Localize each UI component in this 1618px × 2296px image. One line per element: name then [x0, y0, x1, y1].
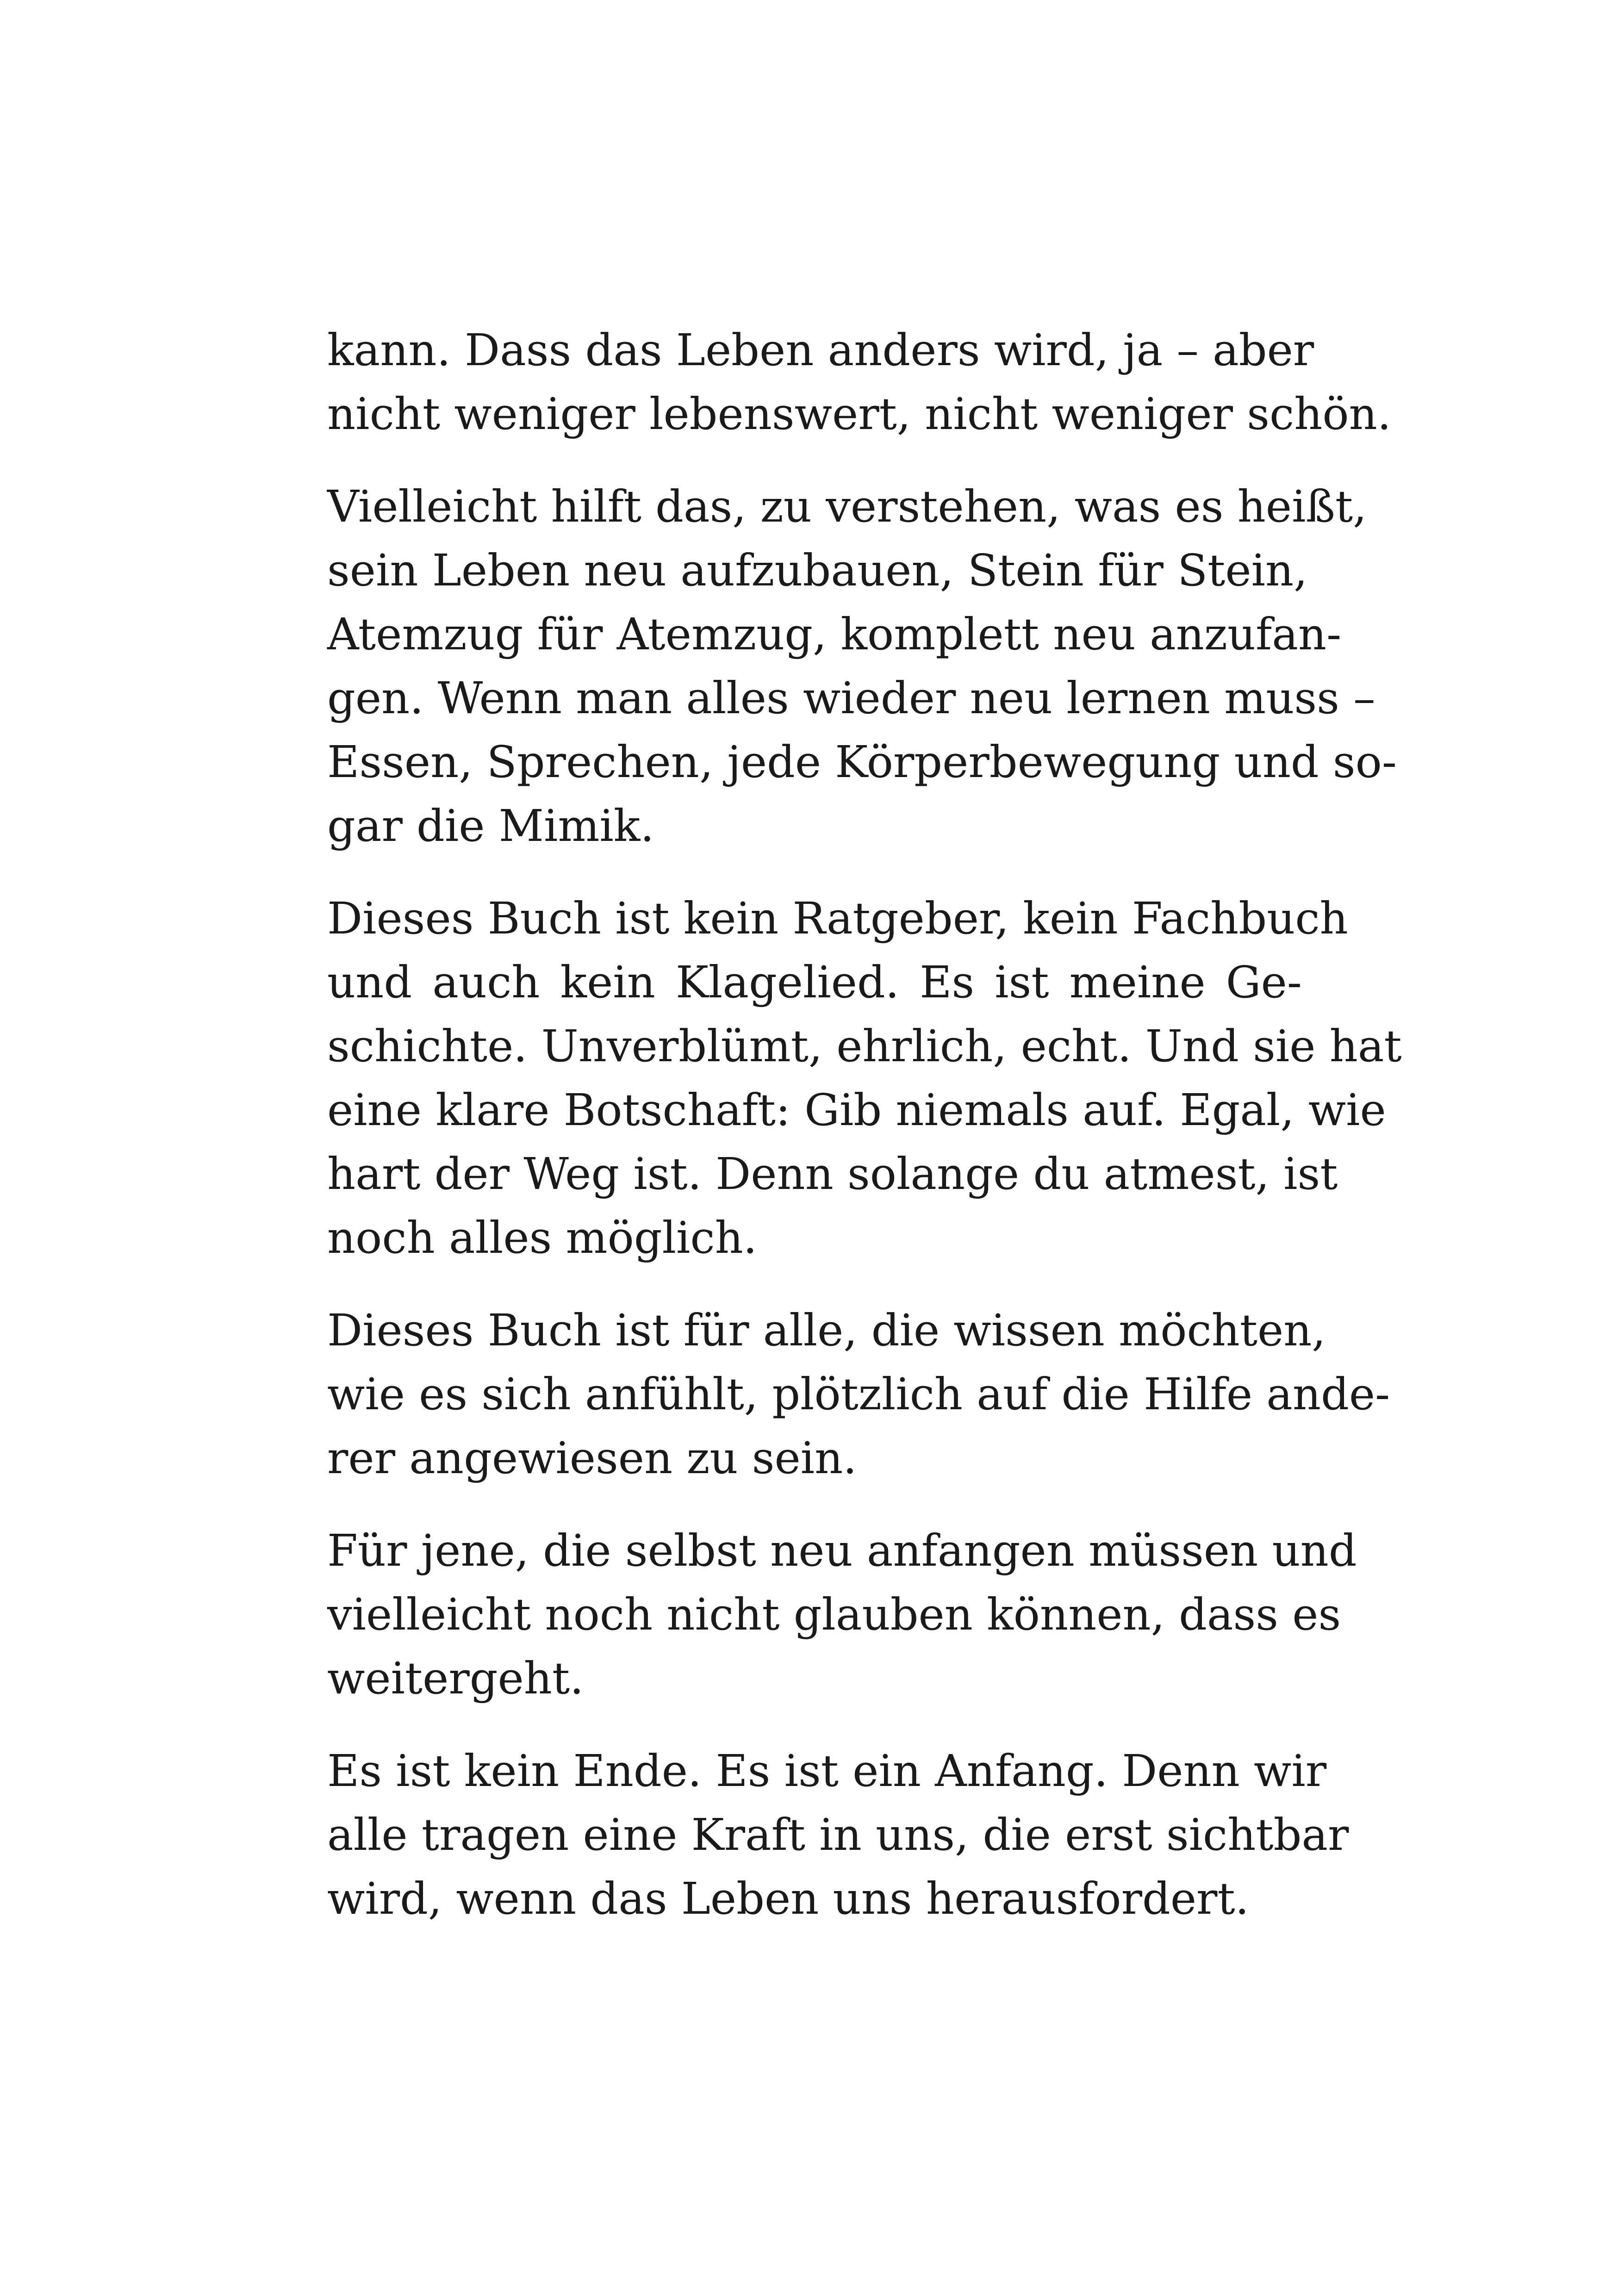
paragraph-spacer: [327, 1711, 1302, 1739]
body-text: [327, 318, 1402, 1931]
text-line: gen. Wenn man alles wieder neu lernen muss –: [327, 673, 1375, 724]
text-line: vielleicht noch nicht glauben können, dass es: [327, 1589, 1341, 1640]
text-line: Essen, Sprechen, jede Körperbewegung und so-: [327, 737, 1397, 788]
text-line: kann. Dass das Leben anders wird, ja – aber: [327, 325, 1314, 376]
paragraph-spacer: [327, 1490, 1302, 1519]
text-line: Für jene, die selbst neu anfangen müssen und: [327, 1525, 1357, 1576]
text-line: und auch kein Klagelied. Es ist meine Ge-: [327, 957, 1302, 1008]
text-line: wird, wenn das Leben uns herausfordert.: [327, 1873, 1249, 1924]
text-line: eine klare Botschaft: Gib niemals auf. Egal, wie: [327, 1085, 1386, 1136]
text-line: wie es sich anfühlt, plötzlich auf die Hilfe ande-: [327, 1369, 1390, 1420]
text-line: hart der Weg ist. Denn solange du atmest, ist: [327, 1149, 1338, 1200]
text-line: Vielleicht hilft das, zu verstehen, was es heißt,: [327, 481, 1367, 532]
text-line: Dieses Buch ist kein Ratgeber, kein Fachbuch: [327, 893, 1348, 944]
text-line: gar die Mimik.: [327, 801, 654, 852]
paragraph-6: [327, 1739, 1349, 1931]
paragraph-4: [327, 1299, 1390, 1490]
text-line: rer angewiesen zu sein.: [327, 1433, 857, 1484]
paragraph-spacer: [327, 446, 1302, 475]
text-line: Atemzug für Atemzug, komplett neu anzufan-: [327, 609, 1342, 660]
paragraph-3: [327, 887, 1402, 1270]
paragraph-5: [327, 1519, 1357, 1711]
text-line: alle tragen eine Kraft in uns, die erst sichtbar: [327, 1810, 1349, 1860]
text-line: nicht weniger lebenswert, nicht weniger schön.: [327, 389, 1391, 440]
paragraph-2: [327, 475, 1397, 858]
text-line: Dieses Buch ist für alle, die wissen möchten,: [327, 1305, 1326, 1356]
text-line: noch alles möglich.: [327, 1213, 757, 1263]
paragraph-spacer: [327, 1270, 1302, 1299]
text-line: schichte. Unverblümt, ehrlich, echt. Und sie hat: [327, 1021, 1402, 1072]
text-line: Es ist kein Ende. Es ist ein Anfang. Denn wir: [327, 1746, 1327, 1797]
text-line: weitergeht.: [327, 1653, 584, 1704]
paragraph-1: [327, 318, 1391, 446]
paragraph-spacer: [327, 858, 1302, 887]
text-line: sein Leben neu aufzubauen, Stein für Stein,: [327, 545, 1308, 596]
